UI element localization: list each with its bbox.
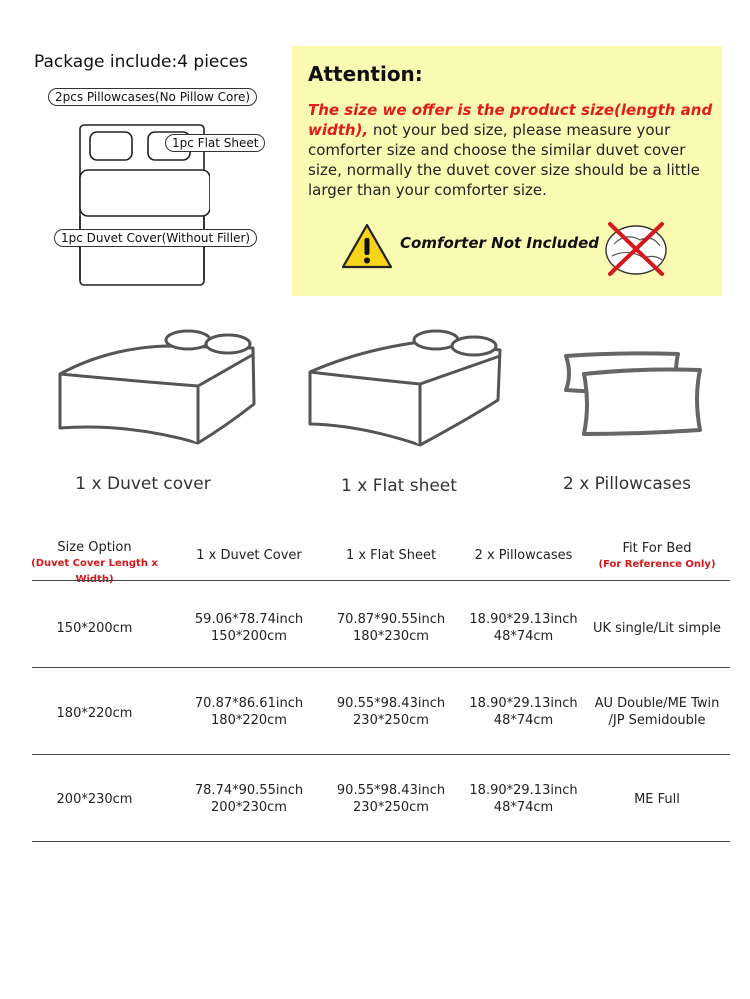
table-divider — [32, 754, 730, 755]
flat-sheet-icon — [300, 320, 510, 450]
attention-highlight: The size we offer is the product size(length and width), — [308, 101, 713, 139]
table-divider — [32, 841, 730, 842]
pillowcase-icon — [560, 350, 710, 442]
flat-sheet-caption: 1 x Flat sheet — [341, 476, 457, 496]
header-size-option: Size Option (Duvet Cover Length x — [12, 540, 177, 588]
attention-box — [292, 46, 722, 296]
warning-icon — [340, 222, 394, 270]
comforter-not-included-label: Comforter Not Included — [400, 234, 600, 252]
attention-title: Attention: — [308, 62, 423, 86]
row-2-size: 180*220cm — [56, 706, 133, 721]
row-3-size: 200*230cm — [56, 792, 133, 807]
no-comforter-icon — [600, 218, 672, 280]
table-divider — [32, 580, 730, 581]
row-3-pillow: 18.90*29.13inch 48*74cm — [469, 783, 578, 815]
row-2-duvet: 70.87*86.61inch 180*220cm — [194, 696, 304, 728]
pillowcases-callout: 2pcs Pillowcases(No Pillow Core) — [48, 88, 257, 106]
duvet-cover-caption: 1 x Duvet cover — [75, 474, 211, 494]
row-1-duvet: 59.06*78.74inch 150*200cm — [194, 612, 304, 644]
duvet-cover-callout: 1pc Duvet Cover(Without Filler) — [54, 229, 257, 247]
row-1-pillow: 18.90*29.13inch 48*74cm — [469, 612, 578, 644]
row-3-flat: 90.55*98.43inch 230*250cm — [336, 783, 446, 815]
row-2-fit: AU Double/ME Twin /JP Semidouble — [594, 696, 720, 728]
package-title: Package include:4 pieces — [34, 52, 249, 72]
bed-diagram-icon — [60, 80, 210, 290]
header-size-option-note: (Duvet Cover Length x — [31, 558, 158, 569]
pillowcases-caption: 2 x Pillowcases — [563, 474, 691, 494]
row-2-flat: 90.55*98.43inch 230*250cm — [336, 696, 446, 728]
row-1-size: 150*200cm — [56, 621, 133, 636]
row-3-fit: ME Full — [634, 792, 680, 807]
header-duvet-cover: 1 x Duvet Cover — [196, 548, 302, 563]
row-2-pillow: 18.90*29.13inch 48*74cm — [469, 696, 578, 728]
header-fit-for-bed: Fit For Bed (For Reference Only) — [587, 541, 727, 573]
row-1-flat: 70.87*90.55inch 180*230cm — [336, 612, 446, 644]
row-3-duvet: 78.74*90.55inch 200*230cm — [194, 783, 304, 815]
attention-text — [308, 100, 713, 200]
row-1-fit: UK single/Lit simple — [592, 621, 722, 636]
attention-body: not your bed size, please measure your comforter size and choose the similar duvet cover size, normally the duvet cover size should be a little larger than your comforter size. — [308, 121, 700, 199]
header-fit-for-bed-note: (For Reference Only) — [598, 559, 716, 570]
table-divider — [32, 667, 730, 668]
flat-sheet-callout: 1pc Flat Sheet — [165, 134, 265, 152]
header-pillowcases: 2 x Pillowcases — [474, 548, 573, 563]
duvet-cover-icon — [48, 318, 268, 453]
header-flat-sheet: 1 x Flat Sheet — [345, 548, 437, 563]
